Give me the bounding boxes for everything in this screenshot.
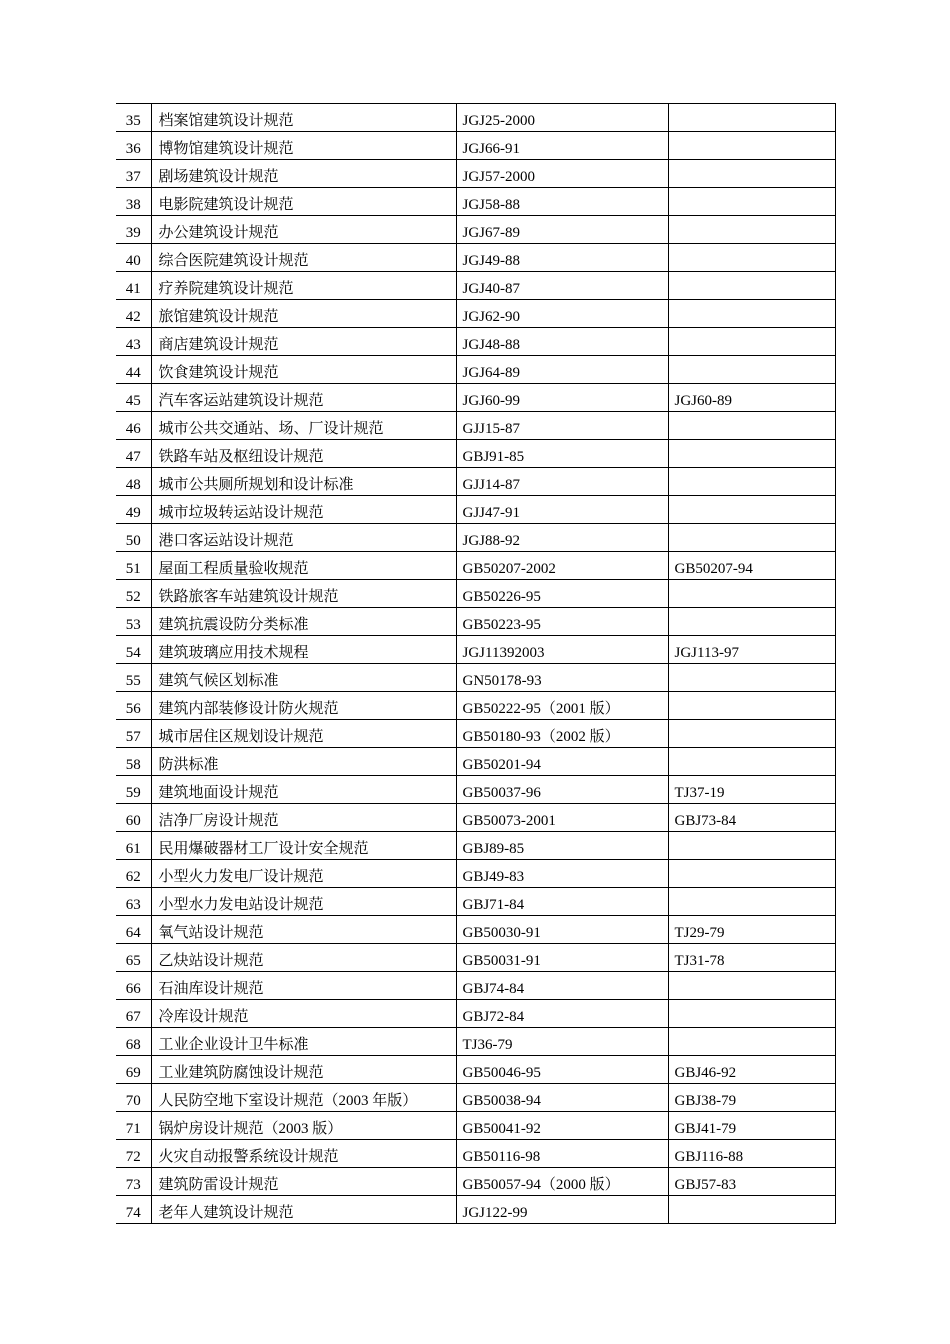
standard-code-cell: JGJ57-2000 (456, 160, 668, 188)
replaced-code-cell: JGJ60-89 (668, 384, 835, 412)
table-row (116, 664, 835, 692)
row-number-cell: 44 (116, 356, 151, 384)
replaced-code-cell (668, 664, 835, 692)
standard-code-cell: GN50178-93 (456, 664, 668, 692)
standard-code-cell: GB50057-94（2000 版） (456, 1168, 668, 1196)
row-number-cell: 70 (116, 1084, 151, 1112)
replaced-code-cell: TJ29-79 (668, 916, 835, 944)
table-row (116, 132, 835, 160)
replaced-code-cell: GBJ57-83 (668, 1168, 835, 1196)
standard-code-cell: GB50116-98 (456, 1140, 668, 1168)
standard-name-cell: 剧场建筑设计规范 (151, 160, 456, 188)
standard-name-cell: 博物馆建筑设计规范 (151, 132, 456, 160)
replaced-code-cell (668, 216, 835, 244)
row-number-cell: 45 (116, 384, 151, 412)
standard-code-cell: JGJ40-87 (456, 272, 668, 300)
table-row (116, 412, 835, 440)
replaced-code-cell: GBJ116-88 (668, 1140, 835, 1168)
standard-code-cell: TJ36-79 (456, 1028, 668, 1056)
replaced-code-cell: TJ31-78 (668, 944, 835, 972)
replaced-code-cell (668, 244, 835, 272)
standard-name-cell: 石油库设计规范 (151, 972, 456, 1000)
table-row (116, 384, 835, 412)
table-row (116, 692, 835, 720)
replaced-code-cell (668, 188, 835, 216)
replaced-code-cell (668, 972, 835, 1000)
standard-code-cell: JGJ64-89 (456, 356, 668, 384)
table-row (116, 244, 835, 272)
row-number-cell: 55 (116, 664, 151, 692)
row-number-cell: 42 (116, 300, 151, 328)
table-row (116, 972, 835, 1000)
standard-code-cell: GB50038-94 (456, 1084, 668, 1112)
replaced-code-cell (668, 440, 835, 468)
table-row (116, 832, 835, 860)
replaced-code-cell (668, 412, 835, 440)
standard-name-cell: 屋面工程质量验收规范 (151, 552, 456, 580)
standard-name-cell: 港口客运站设计规范 (151, 524, 456, 552)
replaced-code-cell (668, 1000, 835, 1028)
standard-name-cell: 锅炉房设计规范（2003 版） (151, 1112, 456, 1140)
replaced-code-cell: TJ37-19 (668, 776, 835, 804)
standard-code-cell: JGJ25-2000 (456, 104, 668, 132)
replaced-code-cell (668, 132, 835, 160)
row-number-cell: 60 (116, 804, 151, 832)
row-number-cell: 62 (116, 860, 151, 888)
standard-code-cell: GB50226-95 (456, 580, 668, 608)
table-row (116, 636, 835, 664)
row-number-cell: 66 (116, 972, 151, 1000)
row-number-cell: 63 (116, 888, 151, 916)
table-row (116, 496, 835, 524)
table-row (116, 1056, 835, 1084)
row-number-cell: 65 (116, 944, 151, 972)
standard-name-cell: 火灾自动报警系统设计规范 (151, 1140, 456, 1168)
standard-name-cell: 建筑抗震设防分类标准 (151, 608, 456, 636)
row-number-cell: 57 (116, 720, 151, 748)
row-number-cell: 64 (116, 916, 151, 944)
standard-code-cell: GJJ15-87 (456, 412, 668, 440)
table-row (116, 160, 835, 188)
replaced-code-cell (668, 524, 835, 552)
standard-name-cell: 铁路旅客车站建筑设计规范 (151, 580, 456, 608)
standard-name-cell: 疗养院建筑设计规范 (151, 272, 456, 300)
standard-code-cell: JGJ48-88 (456, 328, 668, 356)
standard-name-cell: 建筑内部装修设计防火规范 (151, 692, 456, 720)
table-row (116, 720, 835, 748)
table-row (116, 1168, 835, 1196)
row-number-cell: 47 (116, 440, 151, 468)
standard-code-cell: GB50201-94 (456, 748, 668, 776)
table-row (116, 1084, 835, 1112)
standard-code-cell: JGJ88-92 (456, 524, 668, 552)
standard-code-cell: GBJ72-84 (456, 1000, 668, 1028)
row-number-cell: 54 (116, 636, 151, 664)
replaced-code-cell (668, 748, 835, 776)
replaced-code-cell: GB50207-94 (668, 552, 835, 580)
row-number-cell: 50 (116, 524, 151, 552)
table-row (116, 300, 835, 328)
table-row (116, 944, 835, 972)
table-row (116, 272, 835, 300)
standard-name-cell: 办公建筑设计规范 (151, 216, 456, 244)
replaced-code-cell: GBJ46-92 (668, 1056, 835, 1084)
replaced-code-cell: JGJ113-97 (668, 636, 835, 664)
standard-code-cell: GB50037-96 (456, 776, 668, 804)
table-row (116, 580, 835, 608)
table-row (116, 1000, 835, 1028)
standards-table-wrapper (116, 103, 835, 1224)
table-row (116, 524, 835, 552)
row-number-cell: 59 (116, 776, 151, 804)
table-row (116, 468, 835, 496)
standard-name-cell: 综合医院建筑设计规范 (151, 244, 456, 272)
row-number-cell: 48 (116, 468, 151, 496)
replaced-code-cell (668, 328, 835, 356)
standard-name-cell: 饮食建筑设计规范 (151, 356, 456, 384)
row-number-cell: 52 (116, 580, 151, 608)
standard-code-cell: GB50041-92 (456, 1112, 668, 1140)
row-number-cell: 36 (116, 132, 151, 160)
standard-code-cell: JGJ62-90 (456, 300, 668, 328)
standard-code-cell: GBJ49-83 (456, 860, 668, 888)
standard-name-cell: 城市垃圾转运站设计规范 (151, 496, 456, 524)
replaced-code-cell (668, 496, 835, 524)
row-number-cell: 73 (116, 1168, 151, 1196)
standard-code-cell: GB50207-2002 (456, 552, 668, 580)
replaced-code-cell: GBJ41-79 (668, 1112, 835, 1140)
table-row (116, 1140, 835, 1168)
row-number-cell: 61 (116, 832, 151, 860)
row-number-cell: 74 (116, 1196, 151, 1224)
standard-name-cell: 洁净厂房设计规范 (151, 804, 456, 832)
row-number-cell: 67 (116, 1000, 151, 1028)
standard-name-cell: 工业企业设计卫牛标准 (151, 1028, 456, 1056)
replaced-code-cell (668, 1196, 835, 1224)
replaced-code-cell (668, 300, 835, 328)
standard-code-cell: GB50223-95 (456, 608, 668, 636)
standard-code-cell: GBJ71-84 (456, 888, 668, 916)
standard-name-cell: 老年人建筑设计规范 (151, 1196, 456, 1224)
replaced-code-cell (668, 356, 835, 384)
standard-code-cell: JGJ11392003 (456, 636, 668, 664)
table-row (116, 916, 835, 944)
row-number-cell: 46 (116, 412, 151, 440)
replaced-code-cell (668, 104, 835, 132)
standards-table-body (116, 104, 835, 1224)
standard-code-cell: GJJ14-87 (456, 468, 668, 496)
standard-name-cell: 小型火力发电厂设计规范 (151, 860, 456, 888)
standard-code-cell: GB50073-2001 (456, 804, 668, 832)
table-row (116, 860, 835, 888)
row-number-cell: 43 (116, 328, 151, 356)
table-row (116, 1028, 835, 1056)
replaced-code-cell (668, 1028, 835, 1056)
standard-name-cell: 铁路车站及枢纽设计规范 (151, 440, 456, 468)
row-number-cell: 39 (116, 216, 151, 244)
table-row (116, 888, 835, 916)
row-number-cell: 53 (116, 608, 151, 636)
standard-name-cell: 商店建筑设计规范 (151, 328, 456, 356)
table-row (116, 104, 835, 132)
row-number-cell: 38 (116, 188, 151, 216)
standard-code-cell: GBJ89-85 (456, 832, 668, 860)
standard-code-cell: JGJ67-89 (456, 216, 668, 244)
standard-name-cell: 建筑地面设计规范 (151, 776, 456, 804)
replaced-code-cell (668, 608, 835, 636)
replaced-code-cell (668, 272, 835, 300)
standard-name-cell: 民用爆破器材工厂设计安全规范 (151, 832, 456, 860)
table-row (116, 1112, 835, 1140)
standard-code-cell: GJJ47-91 (456, 496, 668, 524)
row-number-cell: 51 (116, 552, 151, 580)
standard-code-cell: JGJ60-99 (456, 384, 668, 412)
replaced-code-cell (668, 468, 835, 496)
standard-code-cell: GB50031-91 (456, 944, 668, 972)
standard-name-cell: 工业建筑防腐蚀设计规范 (151, 1056, 456, 1084)
table-row (116, 748, 835, 776)
standard-code-cell: GB50046-95 (456, 1056, 668, 1084)
table-row (116, 440, 835, 468)
standard-name-cell: 城市公共厕所规划和设计标准 (151, 468, 456, 496)
replaced-code-cell (668, 692, 835, 720)
table-row (116, 552, 835, 580)
standard-name-cell: 电影院建筑设计规范 (151, 188, 456, 216)
table-row (116, 804, 835, 832)
row-number-cell: 40 (116, 244, 151, 272)
replaced-code-cell (668, 860, 835, 888)
replaced-code-cell (668, 580, 835, 608)
standard-name-cell: 小型水力发电站设计规范 (151, 888, 456, 916)
standard-name-cell: 冷库设计规范 (151, 1000, 456, 1028)
replaced-code-cell: GBJ38-79 (668, 1084, 835, 1112)
replaced-code-cell: GBJ73-84 (668, 804, 835, 832)
replaced-code-cell (668, 888, 835, 916)
row-number-cell: 71 (116, 1112, 151, 1140)
table-row (116, 356, 835, 384)
row-number-cell: 41 (116, 272, 151, 300)
table-row (116, 608, 835, 636)
table-row (116, 1196, 835, 1224)
standard-name-cell: 人民防空地下室设计规范（2003 年版） (151, 1084, 456, 1112)
standard-name-cell: 城市公共交通站、场、厂设计规范 (151, 412, 456, 440)
standard-name-cell: 建筑气候区划标准 (151, 664, 456, 692)
standard-name-cell: 氧气站设计规范 (151, 916, 456, 944)
replaced-code-cell (668, 720, 835, 748)
replaced-code-cell (668, 832, 835, 860)
standard-name-cell: 旅馆建筑设计规范 (151, 300, 456, 328)
row-number-cell: 58 (116, 748, 151, 776)
table-row (116, 188, 835, 216)
table-row (116, 328, 835, 356)
row-number-cell: 49 (116, 496, 151, 524)
row-number-cell: 35 (116, 104, 151, 132)
standard-name-cell: 建筑防雷设计规范 (151, 1168, 456, 1196)
row-number-cell: 68 (116, 1028, 151, 1056)
standard-name-cell: 乙炔站设计规范 (151, 944, 456, 972)
table-row (116, 216, 835, 244)
standard-name-cell: 建筑玻璃应用技术规程 (151, 636, 456, 664)
row-number-cell: 72 (116, 1140, 151, 1168)
standard-code-cell: GB50030-91 (456, 916, 668, 944)
standard-name-cell: 档案馆建筑设计规范 (151, 104, 456, 132)
standards-table (116, 103, 836, 1224)
row-number-cell: 37 (116, 160, 151, 188)
row-number-cell: 69 (116, 1056, 151, 1084)
standard-code-cell: JGJ66-91 (456, 132, 668, 160)
standard-code-cell: GBJ74-84 (456, 972, 668, 1000)
standard-code-cell: JGJ58-88 (456, 188, 668, 216)
standard-name-cell: 防洪标准 (151, 748, 456, 776)
table-row (116, 776, 835, 804)
standard-code-cell: JGJ49-88 (456, 244, 668, 272)
standard-name-cell: 汽车客运站建筑设计规范 (151, 384, 456, 412)
replaced-code-cell (668, 160, 835, 188)
standard-code-cell: GBJ91-85 (456, 440, 668, 468)
standard-code-cell: JGJ122-99 (456, 1196, 668, 1224)
standard-code-cell: GB50222-95（2001 版） (456, 692, 668, 720)
standard-name-cell: 城市居住区规划设计规范 (151, 720, 456, 748)
standard-code-cell: GB50180-93（2002 版） (456, 720, 668, 748)
row-number-cell: 56 (116, 692, 151, 720)
